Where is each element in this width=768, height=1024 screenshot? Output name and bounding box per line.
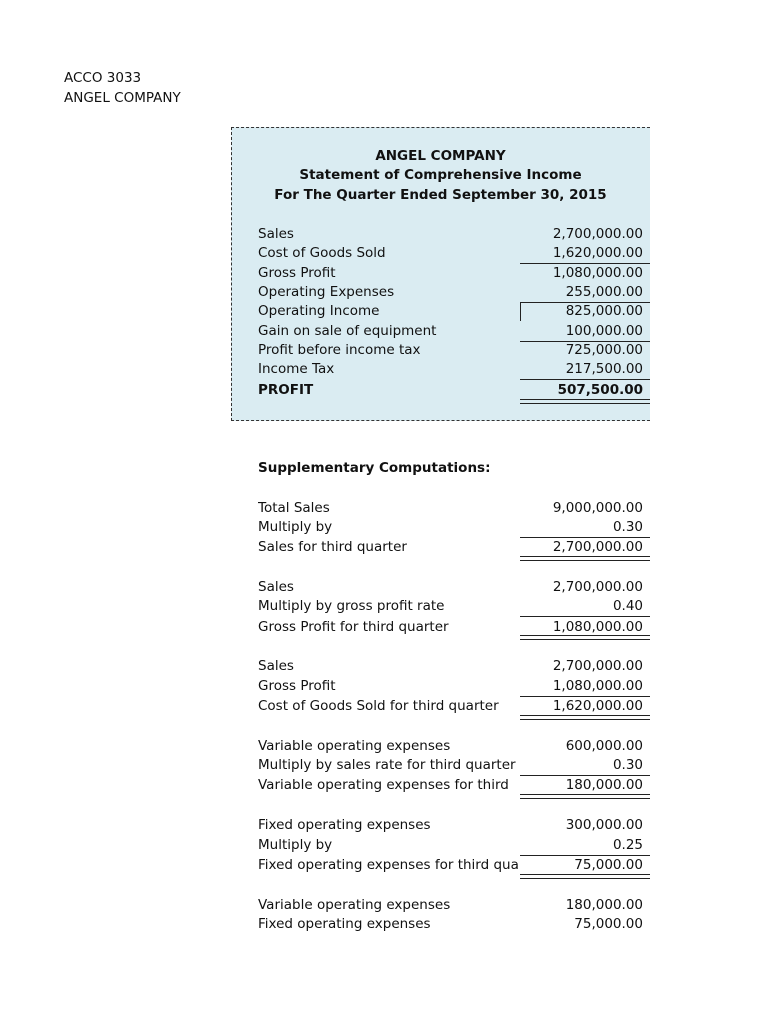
statement-row	[258, 301, 646, 321]
row-label: Variable operating expenses	[258, 738, 451, 754]
row-value: 1,620,000.00	[552, 698, 643, 714]
company-name: ANGEL COMPANY	[64, 90, 181, 106]
row-label: Sales	[258, 226, 294, 242]
row-label: Sales for third quarter	[258, 539, 407, 555]
row-value: 0.40	[612, 598, 643, 614]
row-label: Fixed operating expenses	[258, 916, 431, 932]
course-code: ACCO 3033	[64, 70, 142, 86]
row-value: 2,700,000.00	[552, 658, 643, 674]
row-value: 0.25	[612, 837, 643, 853]
double-underline	[520, 715, 650, 720]
computation-row	[258, 835, 646, 855]
computation-row	[258, 775, 646, 795]
row-label: Gross Profit	[258, 678, 336, 694]
statement-row	[258, 340, 646, 360]
row-value: 1,080,000.00	[552, 265, 643, 281]
row-value: 75,000.00	[574, 916, 643, 932]
row-label: Gain on sale of equipment	[258, 323, 437, 339]
statement-period: For The Quarter Ended September 30, 2015	[274, 187, 607, 203]
double-underline	[520, 635, 650, 640]
row-value: 300,000.00	[565, 817, 643, 833]
row-label: Multiply by	[258, 519, 333, 535]
computation-row	[258, 855, 646, 875]
statement-row	[258, 359, 646, 379]
row-value: 507,500.00	[557, 382, 643, 398]
row-label: Cost of Goods Sold	[258, 245, 386, 261]
computation-row	[258, 656, 646, 676]
row-value: 9,000,000.00	[552, 500, 643, 516]
row-label: Cost of Goods Sold for third quarter	[258, 698, 499, 714]
row-value: 180,000.00	[565, 777, 643, 793]
computation-row	[258, 498, 646, 518]
row-value: 1,080,000.00	[552, 619, 643, 635]
row-label: Variable operating expenses	[258, 897, 451, 913]
row-label: Multiply by gross profit rate	[258, 598, 445, 614]
double-underline	[520, 399, 650, 404]
computation-row	[258, 755, 646, 775]
statement-row	[258, 243, 646, 263]
row-value: 600,000.00	[565, 738, 643, 754]
row-value: 1,080,000.00	[552, 678, 643, 694]
computation-row	[258, 914, 646, 934]
statement-row	[258, 321, 646, 341]
row-value: 100,000.00	[565, 323, 643, 339]
row-value: 180,000.00	[565, 897, 643, 913]
computation-row	[258, 617, 646, 637]
row-label: Operating Income	[258, 303, 380, 319]
row-value: 2,700,000.00	[552, 539, 643, 555]
profit-row	[258, 380, 646, 400]
statement-row	[258, 282, 646, 302]
computation-row	[258, 537, 646, 557]
computation-row	[258, 736, 646, 756]
row-label: Variable operating expenses for third	[258, 777, 509, 793]
row-label: Total Sales	[258, 500, 330, 516]
row-label: Multiply by	[258, 837, 333, 853]
row-value: 1,620,000.00	[552, 245, 643, 261]
statement-row	[258, 224, 646, 244]
computation-row	[258, 895, 646, 915]
row-label: Sales	[258, 658, 294, 674]
computation-row	[258, 696, 646, 716]
computation-row	[258, 577, 646, 597]
row-label: Fixed operating expenses for third qua	[258, 857, 519, 873]
row-label: Income Tax	[258, 361, 335, 377]
supplementary-heading: Supplementary Computations:	[258, 460, 491, 476]
row-value: 2,700,000.00	[552, 226, 643, 242]
row-label: Sales	[258, 579, 294, 595]
row-label: Multiply by sales rate for third quarter	[258, 757, 516, 773]
row-label: Fixed operating expenses	[258, 817, 431, 833]
row-value: 825,000.00	[565, 303, 643, 319]
row-label: Gross Profit for third quarter	[258, 619, 449, 635]
row-value: 0.30	[612, 519, 643, 535]
row-value: 2,700,000.00	[552, 579, 643, 595]
row-label: Profit before income tax	[258, 342, 421, 358]
computation-row	[258, 596, 646, 616]
computation-row	[258, 815, 646, 835]
double-underline	[520, 794, 650, 799]
row-label: Operating Expenses	[258, 284, 395, 300]
row-value: 217,500.00	[565, 361, 643, 377]
computation-row	[258, 517, 646, 537]
double-underline	[520, 556, 650, 561]
computation-row	[258, 676, 646, 696]
row-label: PROFIT	[258, 382, 314, 398]
row-value: 255,000.00	[565, 284, 643, 300]
row-label: Gross Profit	[258, 265, 336, 281]
row-value: 0.30	[612, 757, 643, 773]
double-underline	[520, 874, 650, 879]
row-value: 725,000.00	[565, 342, 643, 358]
statement-company: ANGEL COMPANY	[375, 148, 506, 164]
statement-title: Statement of Comprehensive Income	[299, 167, 582, 183]
statement-row	[258, 263, 646, 283]
row-value: 75,000.00	[574, 857, 643, 873]
